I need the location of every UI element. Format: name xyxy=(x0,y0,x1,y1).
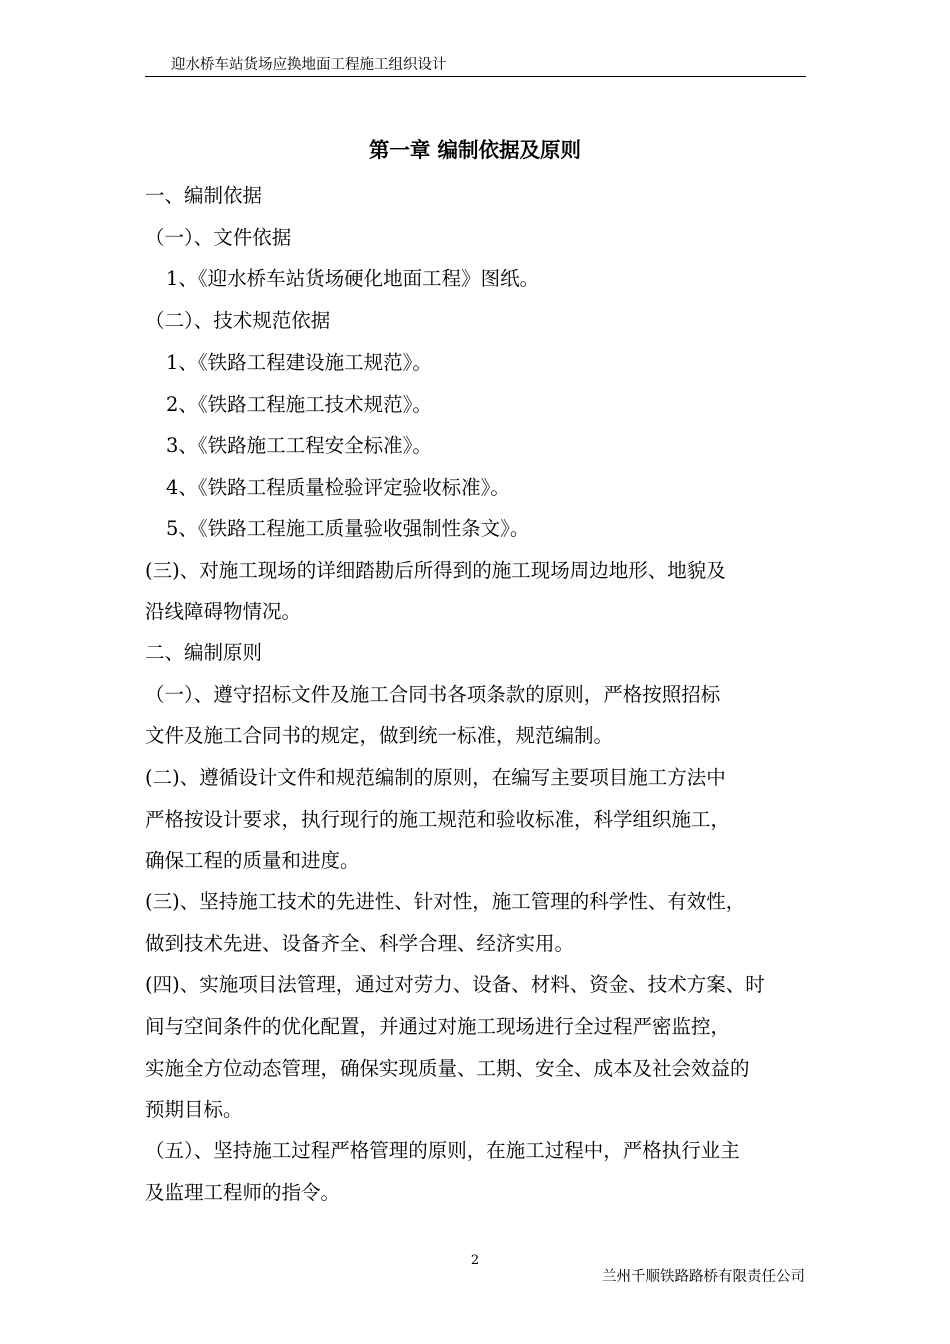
subsection-heading: （一）、文件依据 xyxy=(145,226,292,249)
list-item: 4、《铁路工程质量检验评定验收标准》。 xyxy=(166,476,510,499)
paragraph-line: (三)、对施工现场的详细踏勘后所得到的施工现场周边地形、地貌及 xyxy=(145,559,726,582)
paragraph-line: 间与空间条件的优化配置，并通过对施工现场进行全过程严密监控， xyxy=(145,1015,731,1038)
paragraph-line: (三)、坚持施工技术的先进性、针对性，施工管理的科学性、有效性， xyxy=(145,890,746,913)
section-heading: 一、编制依据 xyxy=(145,184,263,207)
paragraph-line: 实施全方位动态管理，确保实现质量、工期、安全、成本及社会效益的 xyxy=(145,1057,750,1080)
list-item: 2、《铁路工程施工技术规范》。 xyxy=(166,393,432,416)
paragraph-line: 做到技术先进、设备齐全、科学合理、经济实用。 xyxy=(145,932,575,955)
section-heading: 二、编制原则 xyxy=(145,641,263,664)
paragraph-line: 严格按设计要求，执行现行的施工规范和验收标准，科学组织施工， xyxy=(145,808,731,831)
list-item: 3、《铁路施工工程安全标准》。 xyxy=(166,434,432,457)
paragraph-line: (二)、遵循设计文件和规范编制的原则，在编写主要项目施工方法中 xyxy=(145,766,726,789)
page-header xyxy=(145,56,806,77)
paragraph-line: 沿线障碍物情况。 xyxy=(145,600,302,623)
paragraph-line: （五）、坚持施工过程严格管理的原则，在施工过程中，严格执行业主 xyxy=(145,1139,740,1162)
list-item: 1、《迎水桥车站货场硬化地面工程》图纸。 xyxy=(166,267,540,290)
subsection-heading: （二）、技术规范依据 xyxy=(145,309,331,332)
header-title: 迎水桥车站货场应换地面工程施工组织设计 xyxy=(171,57,447,73)
paragraph-line: 及监理工程师的指令。 xyxy=(145,1181,341,1204)
paragraph-line: 预期目标。 xyxy=(145,1098,243,1121)
page-number: 2 xyxy=(470,1253,480,1268)
footer-company: 兰州千顺铁路路桥有限责任公司 xyxy=(602,1269,805,1285)
list-item: 5、《铁路工程施工质量验收强制性条文》。 xyxy=(166,517,530,540)
paragraph-line: (四)、实施项目法管理，通过对劳力、设备、材料、资金、技术方案、时 xyxy=(145,973,765,996)
paragraph-line: （一）、遵守招标文件及施工合同书各项条款的原则，严格按照招标 xyxy=(145,683,721,706)
chapter-title: 第一章 编制依据及原则 xyxy=(368,138,582,162)
paragraph-line: 文件及施工合同书的规定，做到统一标准，规范编制。 xyxy=(145,724,614,747)
list-item: 1、《铁路工程建设施工规范》。 xyxy=(166,351,432,374)
paragraph-line: 确保工程的质量和进度。 xyxy=(145,849,360,872)
